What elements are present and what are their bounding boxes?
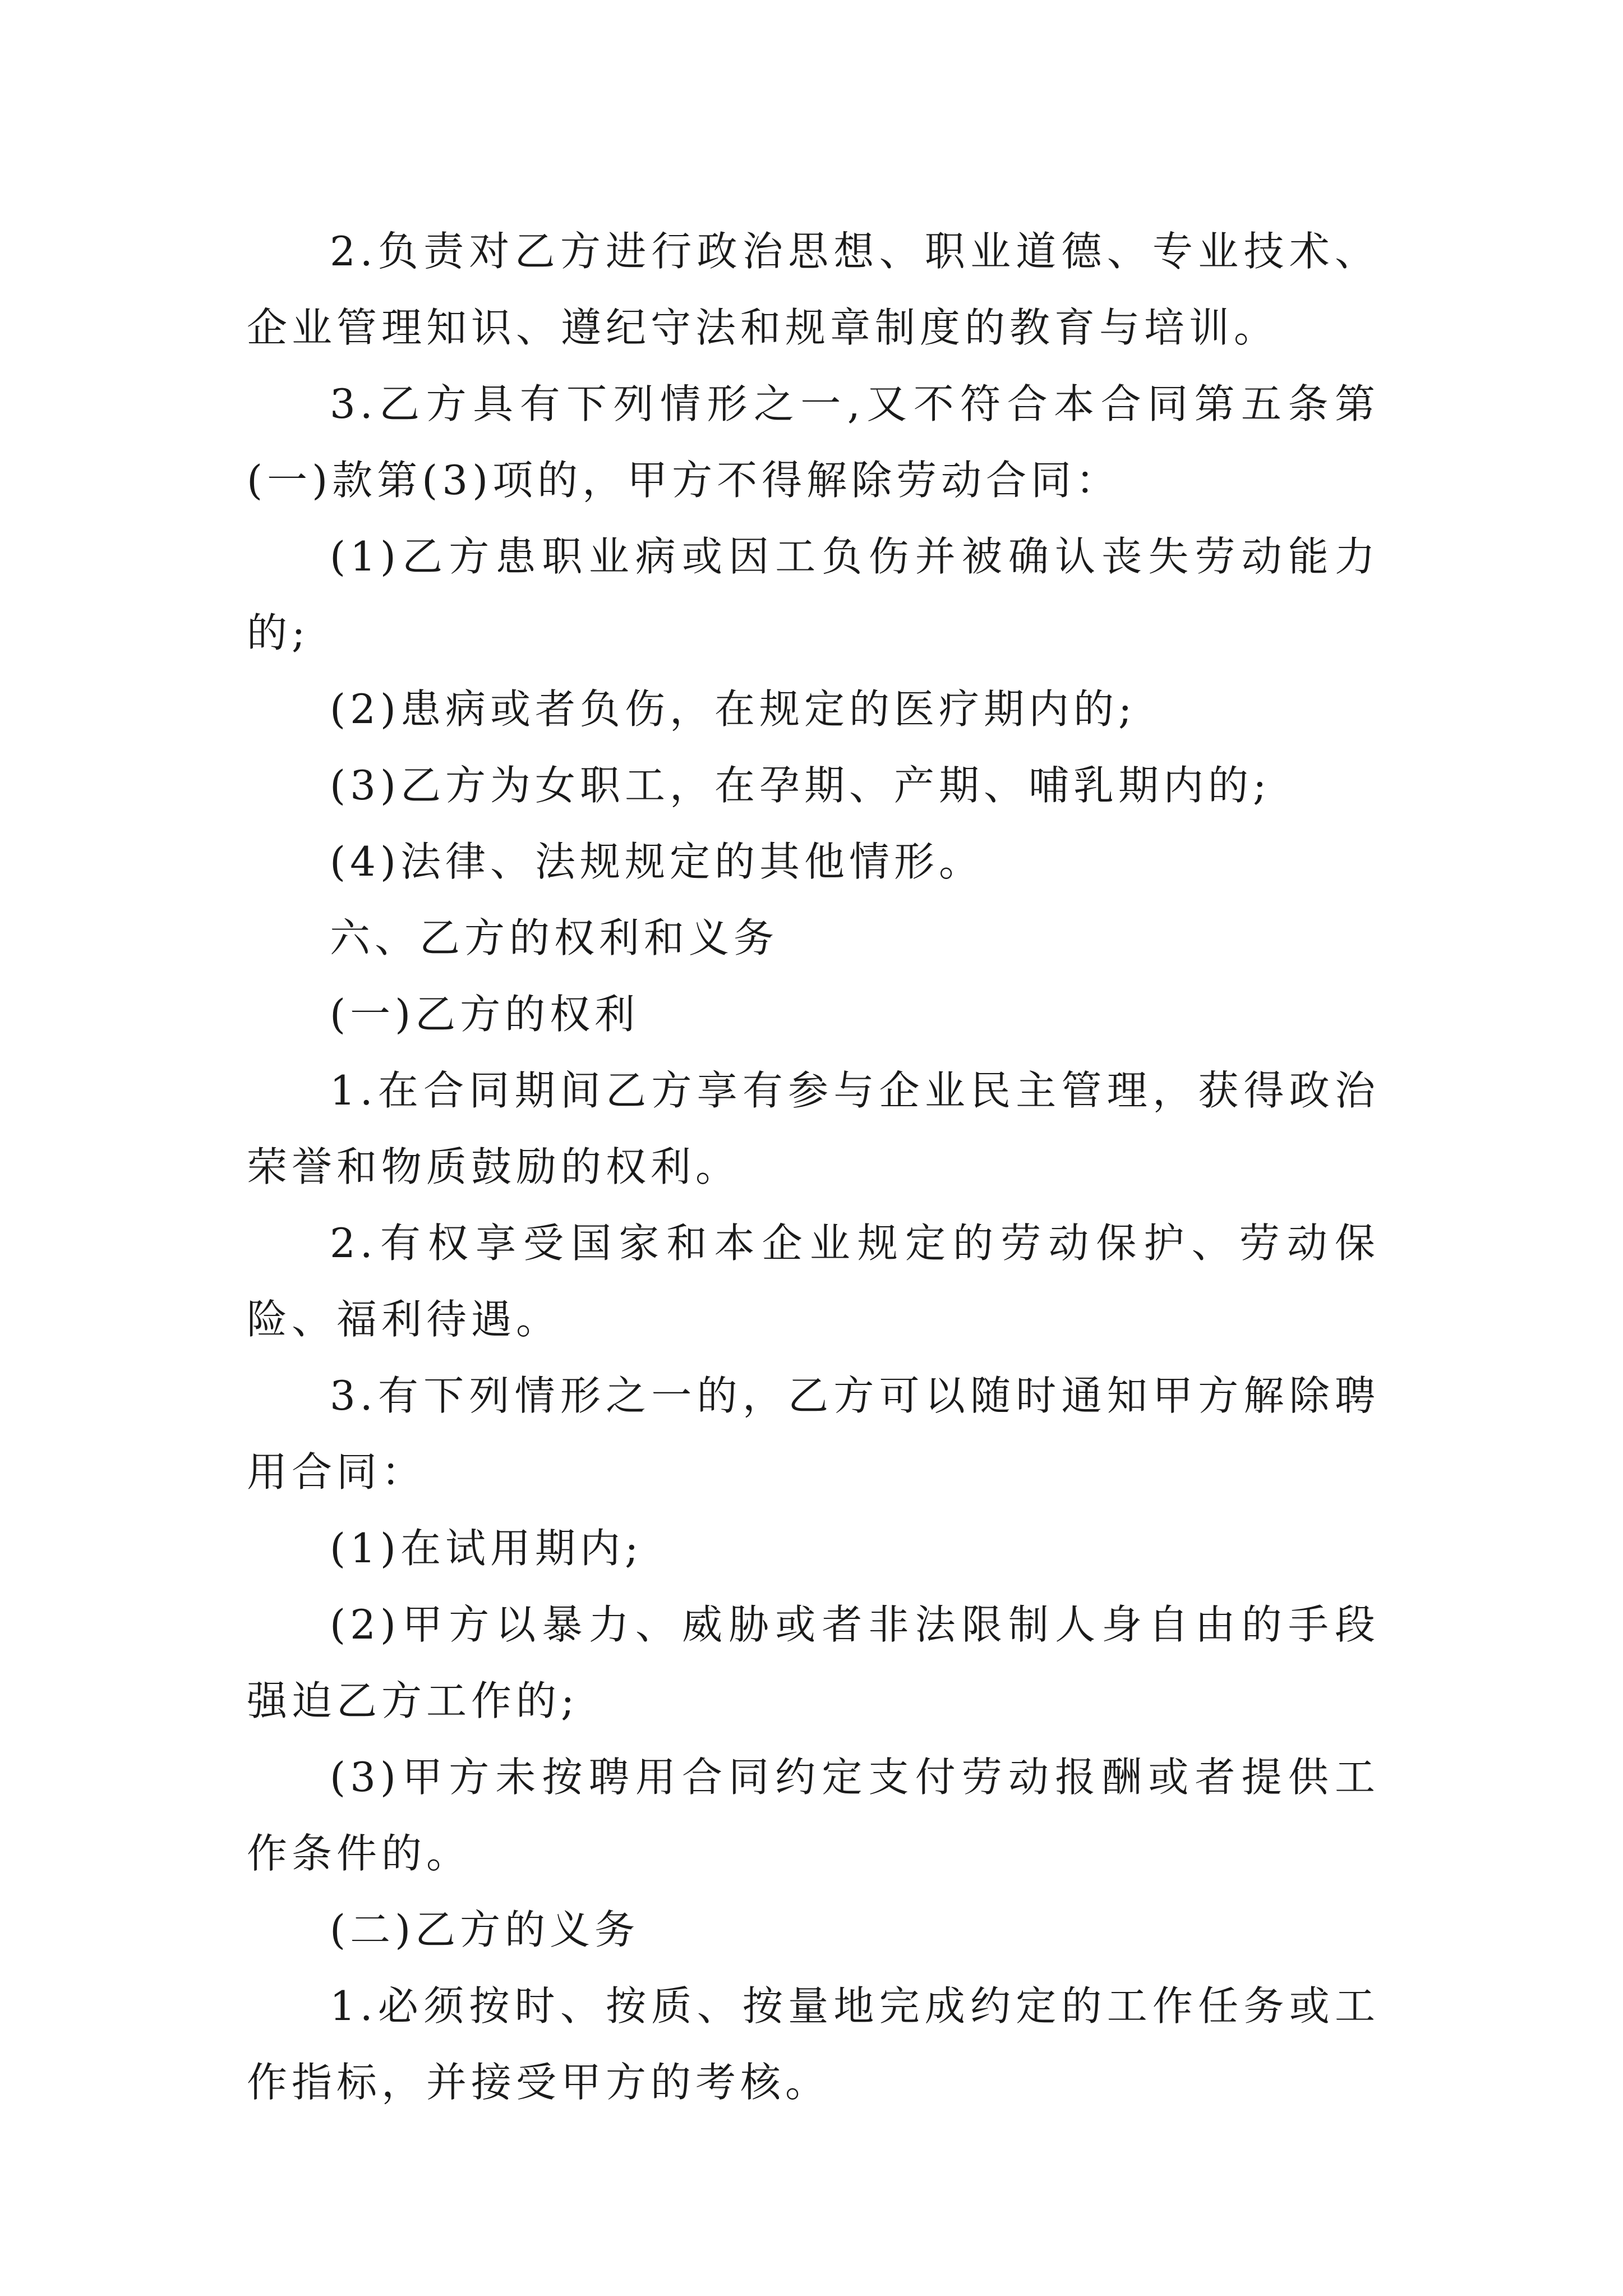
subsection-heading-rights: (一)乙方的权利 bbox=[330, 991, 640, 1038]
document-page bbox=[247, 213, 1380, 2120]
subsection-heading-obligations: (二)乙方的义务 bbox=[330, 1906, 640, 1953]
paragraph-duty-training: 2.负责对乙方进行政治思想、职业道德、专业技术、企业管理知识、遵纪守法和规章制度的教育与培训。 bbox=[247, 228, 1380, 351]
paragraph-right-protection: 2.有权享受国家和本企业规定的劳动保护、劳动保险、福利待遇。 bbox=[247, 1220, 1380, 1343]
paragraph-right-terminate: 3.有下列情形之一的，乙方可以随时通知甲方解除聘用合同： bbox=[247, 1372, 1380, 1496]
paragraph-item-medical-period: (2)患病或者负伤，在规定的医疗期内的; bbox=[330, 685, 1137, 733]
paragraph-no-dismissal-conditions: 3.乙方具有下列情形之一,又不符合本合同第五条第(一)款第(3)项的，甲方不得解除劳动合同： bbox=[247, 380, 1380, 504]
paragraph-item-unpaid: (3)甲方未按聘用合同约定支付劳动报酬或者提供工作条件的。 bbox=[247, 1754, 1380, 1877]
paragraph-item-probation: (1)在试用期内; bbox=[330, 1525, 643, 1572]
section-heading-rights-obligations: 六、乙方的权利和义务 bbox=[330, 914, 779, 961]
paragraph-right-participation: 1.在合同期间乙方享有参与企业民主管理，获得政治荣誉和物质鼓励的权利。 bbox=[247, 1067, 1380, 1190]
paragraph-item-occupational-disease: (1)乙方患职业病或因工负伤并被确认丧失劳动能力的; bbox=[247, 533, 1380, 656]
paragraph-item-forced-labor: (2)甲方以暴力、威胁或者非法限制人身自由的手段强迫乙方工作的; bbox=[247, 1601, 1380, 1724]
paragraph-item-other-legal: (4)法律、法规规定的其他情形。 bbox=[330, 838, 984, 885]
paragraph-item-female-worker: (3)乙方为女职工，在孕期、产期、哺乳期内的; bbox=[330, 762, 1271, 809]
paragraph-obligation-tasks: 1.必须按时、按质、按量地完成约定的工作任务或工作指标，并接受甲方的考核。 bbox=[247, 1982, 1380, 2106]
